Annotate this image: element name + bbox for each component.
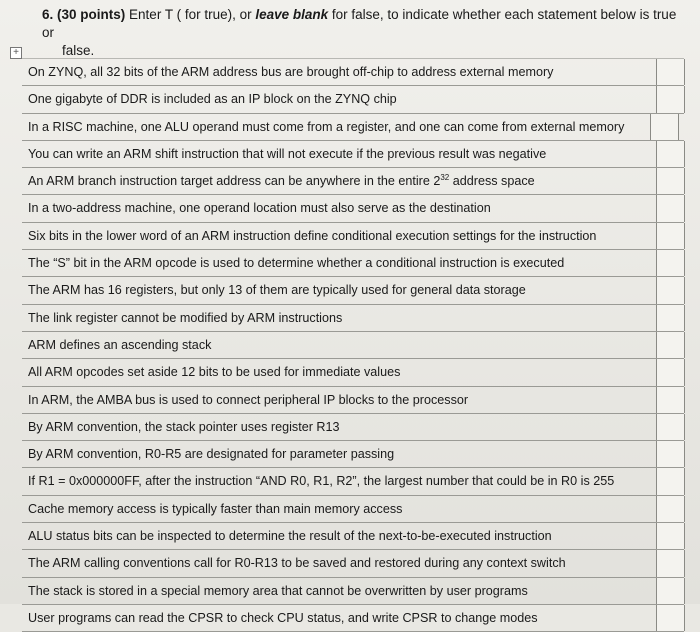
statement-row xyxy=(22,578,684,605)
question-number: 6. xyxy=(42,7,54,22)
statement-row xyxy=(22,305,684,332)
statement-text: ARM defines an ascending stack xyxy=(28,337,212,352)
question-rest-line1: for false, to indicate whether each statement below is true or xyxy=(42,7,677,40)
answer-box[interactable] xyxy=(656,414,685,440)
statement-row xyxy=(22,250,684,277)
statement-row xyxy=(22,550,684,577)
answer-box[interactable] xyxy=(656,223,685,249)
statement-row xyxy=(22,387,684,414)
statement-exponent: 32 xyxy=(440,173,450,182)
question-points: (30 points) xyxy=(57,7,126,22)
statement-text: The ARM has 16 registers, but only 13 of them are typically used for general data storage xyxy=(28,283,526,298)
statement-row xyxy=(22,141,684,168)
statement-row xyxy=(22,58,684,86)
statement-text: One gigabyte of DDR is included as an IP block on the ZYNQ chip xyxy=(28,92,397,107)
statement-text: By ARM convention, the stack pointer uses register R13 xyxy=(28,419,340,434)
answer-box[interactable] xyxy=(656,387,685,413)
answer-box[interactable] xyxy=(656,250,685,276)
answer-box[interactable] xyxy=(656,523,685,549)
statement-row xyxy=(22,359,684,386)
answer-box[interactable] xyxy=(656,441,685,467)
statement-text: An ARM branch instruction target address can be anywhere in the entire $2^{32}$ address space xyxy=(28,173,535,189)
statement-text: The link register cannot be modified by ARM instructions xyxy=(28,310,343,325)
statement-text: ALU status bits can be inspected to determine the result of the next-to-be-executed instruction xyxy=(28,529,552,544)
answer-box[interactable] xyxy=(656,86,685,112)
answer-box[interactable] xyxy=(656,578,685,604)
table-move-handle-icon[interactable]: + xyxy=(10,47,22,59)
question-heading xyxy=(42,6,692,60)
statement-text: The “S” bit in the ARM opcode is used to determine whether a conditional instruction is executed xyxy=(28,256,565,271)
statement-row xyxy=(22,523,684,550)
statement-text: You can write an ARM shift instruction that will not execute if the previous result was negative xyxy=(28,146,547,161)
statement-row xyxy=(22,441,684,468)
statement-row xyxy=(22,496,684,523)
statement-text: In a RISC machine, one ALU operand must come from a register, and one can come from external memory xyxy=(28,119,625,134)
statement-row xyxy=(22,195,684,222)
answer-box[interactable] xyxy=(650,114,679,140)
answer-box[interactable] xyxy=(656,59,685,85)
question-rest-line2: false. xyxy=(62,43,95,58)
statement-row xyxy=(22,414,684,441)
statement-text: By ARM convention, R0-R5 are designated for parameter passing xyxy=(28,447,395,462)
statement-row xyxy=(22,605,684,632)
answer-box[interactable] xyxy=(656,141,685,167)
answer-box[interactable] xyxy=(656,168,685,194)
statement-text: The stack is stored in a special memory area that cannot be overwritten by user programs xyxy=(28,583,528,598)
answer-box[interactable] xyxy=(656,496,685,522)
answer-box[interactable] xyxy=(656,195,685,221)
statement-text: User programs can read the CPSR to check CPU status, and write CPSR to change modes xyxy=(28,610,538,625)
statement-suffix: address space xyxy=(449,174,535,189)
statement-row xyxy=(22,332,684,359)
answer-box[interactable] xyxy=(656,605,685,631)
statement-row xyxy=(22,86,684,113)
statement-row xyxy=(22,114,684,141)
statement-row xyxy=(22,468,684,495)
statement-text: The ARM calling conventions call for R0-R13 to be saved and restored during any context switch xyxy=(28,556,566,571)
statement-table xyxy=(22,58,684,632)
statement-text: On ZYNQ, all 32 bits of the ARM address bus are brought off-chip to address external memory xyxy=(28,65,554,79)
question-intro: Enter T ( for true), or xyxy=(125,7,256,22)
answer-box[interactable] xyxy=(656,359,685,385)
statement-text: Six bits in the lower word of an ARM instruction define conditional execution settings for the instruction xyxy=(28,228,597,243)
answer-box[interactable] xyxy=(656,277,685,303)
statement-text: In ARM, the AMBA bus is used to connect peripheral IP blocks to the processor xyxy=(28,392,469,407)
statement-row xyxy=(22,168,684,195)
statement-text: All ARM opcodes set aside 12 bits to be used for immediate values xyxy=(28,365,401,380)
statement-text: In a two-address machine, one operand location must also serve as the destination xyxy=(28,201,491,216)
statement-row xyxy=(22,277,684,304)
answer-box[interactable] xyxy=(656,550,685,576)
statement-text: Cache memory access is typically faster than main memory access xyxy=(28,501,403,516)
answer-box[interactable] xyxy=(656,305,685,331)
statement-text: If R1 = 0x000000FF, after the instruction “AND R0, R1, R2”, the largest number that could be in R0 is 255 xyxy=(28,474,615,489)
question-blank-phrase: leave blank xyxy=(255,7,329,22)
answer-box[interactable] xyxy=(656,468,685,494)
answer-box[interactable] xyxy=(656,332,685,358)
statement-row xyxy=(22,223,684,250)
